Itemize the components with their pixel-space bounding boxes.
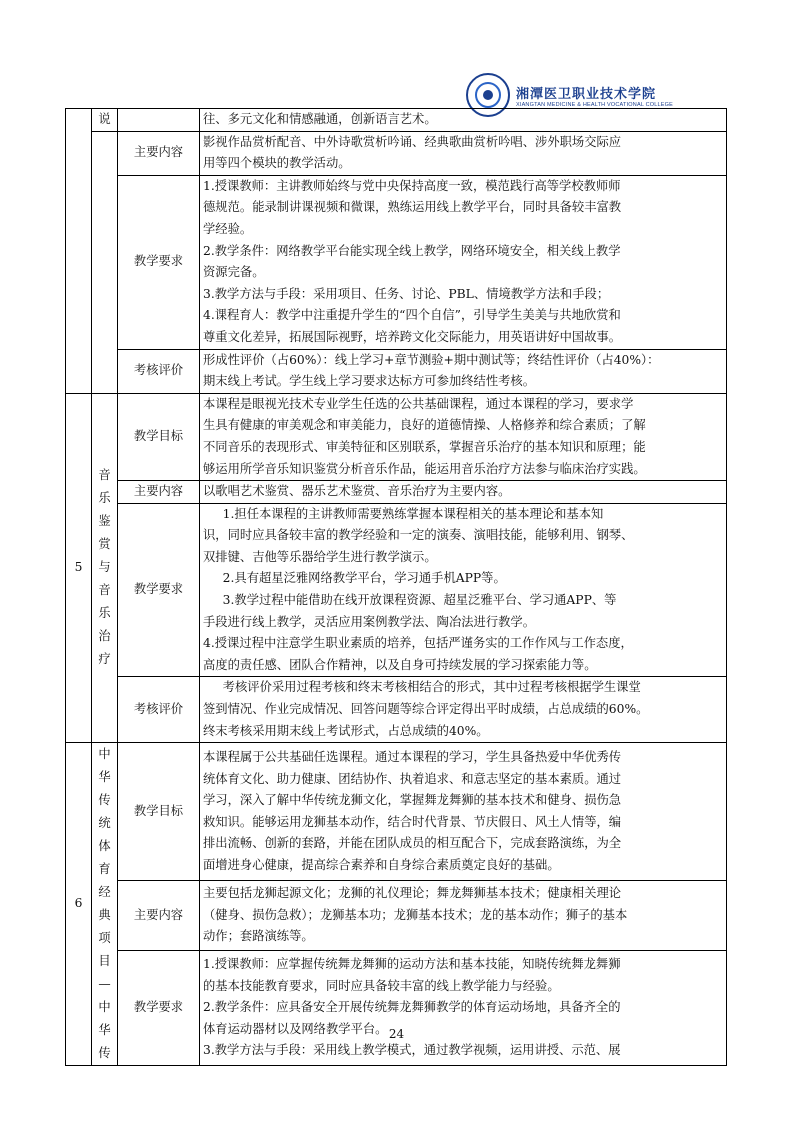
- text-line: 资源完备。: [203, 265, 265, 280]
- requirement-text: [200, 503, 727, 677]
- course-name-char: 乐: [98, 491, 111, 506]
- course-name-char: 项: [98, 931, 111, 946]
- course-name-char: 治: [98, 629, 111, 644]
- goal-label: 教学目标: [118, 393, 200, 480]
- course-table: [65, 108, 727, 1066]
- course-name-char: 典: [98, 908, 111, 923]
- table-row: [66, 131, 727, 175]
- course-name-char: 赏: [98, 537, 111, 552]
- evaluation-text: [200, 677, 727, 743]
- course-name-char: 乐: [98, 606, 111, 621]
- course-name-cell: [92, 743, 118, 1066]
- text-line: 1.担任本课程的主讲教师需要熟练掌握本课程相关的基本理论和基本知: [222, 506, 604, 521]
- text-line: 1.授课教师：应掌握传统舞龙舞狮的运动方法和基本技能，知晓传统舞龙舞狮: [203, 957, 621, 972]
- table-row: [66, 677, 727, 743]
- requirement-label: 教学要求: [118, 950, 200, 1065]
- table-row: [66, 881, 727, 951]
- school-name-cn: 湘潭医卫职业技术学院: [515, 86, 656, 102]
- goal-text: [200, 109, 727, 132]
- text-line: 不同音乐的表现形式、审美特征和区别联系，掌握音乐治疗的基本知识和原理；能: [203, 439, 646, 454]
- course-name-char: 与: [98, 560, 111, 575]
- text-line: 往、多元文化和情感融通，创新语言艺术。: [203, 112, 437, 126]
- text-line: 双排键、吉他等乐器给学生进行教学演示。: [203, 549, 437, 564]
- text-line: 的基本技能教育要求，同时应具备较丰富的线上教学能力与经验。: [203, 978, 560, 993]
- requirement-text: [200, 175, 727, 349]
- text-line: 本课程属于公共基础任选课程。通过本课程的学习，学生具备热爱中华优秀传: [203, 750, 622, 764]
- course-name-char: —: [98, 977, 111, 992]
- text-line: 3.教学方法与手段：采用线上教学模式，通过教学视频，运用讲授、示范、展: [203, 1043, 621, 1058]
- course-name-char: 疗: [98, 652, 111, 667]
- content-label: 主要内容: [118, 131, 200, 175]
- course-name-vertical: [95, 743, 114, 1065]
- text-line: 2.具有超星泛雅网络教学平台，学习通手机APP等。: [222, 571, 506, 586]
- course-name-cell: [92, 393, 118, 743]
- course-name-char: 传: [98, 793, 111, 808]
- text-line: 4.课程育人：教学中注重提升学生的“四个自信”，引导学生美美与共地欣赏和: [203, 308, 621, 323]
- evaluation-label: 考核评价: [118, 349, 200, 393]
- text-line: 考核评价采用过程考核和终末考核相结合的形式，其中过程考核根据学生课堂: [222, 680, 641, 695]
- table-row: [66, 175, 727, 349]
- content-text: [200, 131, 727, 175]
- text-line: 动作；套路演练等。: [203, 929, 314, 944]
- evaluation-text: [200, 349, 727, 393]
- table-row: [66, 481, 727, 504]
- course-name-char: 体: [98, 839, 111, 854]
- text-line: 体育运动器材以及网络教学平台。: [203, 1021, 388, 1036]
- text-line: 以歌唱艺术鉴赏、器乐艺术鉴赏、音乐治疗为主要内容。: [203, 484, 511, 499]
- table-row: [66, 393, 727, 480]
- table-row: [66, 109, 727, 132]
- school-name-en: XIANGTAN MEDICINE & HEALTH VOCATIONAL COLLEGE: [515, 101, 673, 108]
- table-row: [66, 743, 727, 881]
- text-line: 4.授课过程中注意学生职业素质的培养，包括严谨务实的工作作风与工作态度，: [203, 636, 633, 651]
- content-text: [200, 881, 727, 951]
- text-line: 影视作品赏析配音、中外诗歌赏析吟诵、经典歌曲赏析吟唱、涉外职场交际应: [203, 134, 622, 149]
- content-text: [200, 481, 727, 504]
- text-line: 面增进身心健康，提高综合素养和自身综合素质奠定良好的基础。: [203, 857, 560, 872]
- course-name-char: 鉴: [98, 514, 111, 529]
- row-number-cell: [66, 109, 92, 394]
- text-line: 排出流畅、创新的套路，并能在团队成员的相互配合下，完成套路演练，为全: [203, 836, 622, 851]
- text-line: 2.教学条件：网络教学平台能实现全线上教学，网络环境安全，相关线上教学: [203, 243, 621, 258]
- evaluation-label: 考核评价: [118, 677, 200, 743]
- text-line: 本课程是眼视光技术专业学生任选的公共基础课程，通过本课程的学习，要求学: [203, 396, 634, 411]
- text-line: 1.授课教师：主讲教师始终与党中央保持高度一致，模范践行高等学校教师师: [203, 178, 621, 193]
- requirement-text: [200, 950, 727, 1065]
- goal-text: [200, 393, 727, 480]
- course-name-char: 经: [98, 885, 111, 900]
- course-name-cell: [92, 109, 118, 132]
- table-row: [66, 503, 727, 677]
- text-line: （健身、损伤急救）；龙狮基本功；龙狮基本技术；龙的基本动作；狮子的基本: [203, 907, 628, 922]
- text-line: 高度的责任感、团队合作精神，以及自身可持续发展的学习探索能力等。: [203, 657, 597, 672]
- goal-label: 教学目标: [118, 743, 200, 881]
- table-row: [66, 950, 727, 1065]
- requirement-label: 教学要求: [118, 175, 200, 349]
- text-line: 2.教学条件：应具备安全开展传统舞龙舞狮教学的体育运动场地，具备齐全的: [203, 1000, 621, 1015]
- course-name-char: 传: [98, 1046, 111, 1061]
- course-name-char: 音: [98, 468, 111, 483]
- course-name-char: 目: [98, 954, 111, 969]
- text-line: 识，同时应具备较丰富的教学经验和一定的演奏、演唱技能，能够利用、钢琴、: [203, 528, 634, 543]
- label-cell: [118, 109, 200, 132]
- course-name-cell: [92, 131, 118, 393]
- text-line: 统体育文化、助力健康、团结协作、执着追求、和意志坚定的基本素质。通过: [203, 771, 622, 786]
- text-line: 生具有健康的审美观念和审美能力，良好的道德情操、人格修养和综合素质；了解: [203, 418, 646, 433]
- row-number: 6: [66, 743, 92, 1066]
- text-line: 3.教学方法与手段：采用项目、任务、讨论、PBL、情境教学方法和手段；: [203, 286, 610, 301]
- course-name-tail: 说: [98, 112, 111, 126]
- text-line: 德规范。能录制讲课视频和微课，熟练运用线上教学平台，同时具备较丰富教: [203, 200, 622, 215]
- course-name-char: 音: [98, 583, 111, 598]
- page-number: 24: [388, 1027, 405, 1041]
- course-name-char: 华: [98, 770, 111, 785]
- school-name: [516, 83, 673, 108]
- text-line: 期末线上考试。学生线上学习要求达标方可参加终结性考核。: [203, 374, 536, 389]
- course-name-char: 中: [98, 747, 111, 762]
- course-name-vertical: [95, 464, 114, 671]
- course-name-char: 育: [98, 862, 111, 877]
- text-line: 3.教学过程中能借助在线开放课程资源、超星泛雅平台、学习通APP、等: [222, 593, 617, 608]
- text-line: 主要包括龙狮起源文化；龙狮的礼仪理论；舞龙舞狮基本技术；健康相关理论: [203, 886, 622, 901]
- text-line: 学经验。: [203, 221, 253, 236]
- row-number: 5: [66, 393, 92, 743]
- course-name-char: 统: [98, 816, 111, 831]
- text-line: 形成性评价（占60%）：线上学习+章节测验+期中测试等；终结性评价（占40%）：: [203, 352, 660, 367]
- course-name-char: 华: [98, 1023, 111, 1038]
- text-line: 救知识。能够运用龙狮基本动作，结合时代背景、节庆假日、风土人情等，编: [203, 814, 622, 829]
- content-label: 主要内容: [118, 881, 200, 951]
- content-label: 主要内容: [118, 481, 200, 504]
- course-name-char: 中: [98, 1000, 111, 1015]
- text-line: 学习，深入了解中华传统龙狮文化，掌握舞龙舞狮的基本技术和健身、损伤急: [203, 793, 622, 808]
- text-line: 尊重文化差异，拓展国际视野，培养跨文化交际能力，用英语讲好中国故事。: [203, 329, 622, 344]
- text-line: 签到情况、作业完成情况、回答问题等综合评定得出平时成绩，占总成绩的60%。: [203, 702, 649, 717]
- text-line: 用等四个模块的教学活动。: [203, 156, 351, 171]
- text-line: 终末考核采用期末线上考试形式，占总成绩的40%。: [203, 723, 489, 738]
- goal-text: [200, 743, 727, 881]
- table-row: [66, 349, 727, 393]
- text-line: 够运用所学音乐知识鉴赏分析音乐作品，能运用音乐治疗方法参与临床治疗实践。: [203, 461, 646, 476]
- text-line: 手段进行线上教学，灵活应用案例教学法、陶冶法进行教学。: [203, 614, 536, 629]
- requirement-label: 教学要求: [118, 503, 200, 677]
